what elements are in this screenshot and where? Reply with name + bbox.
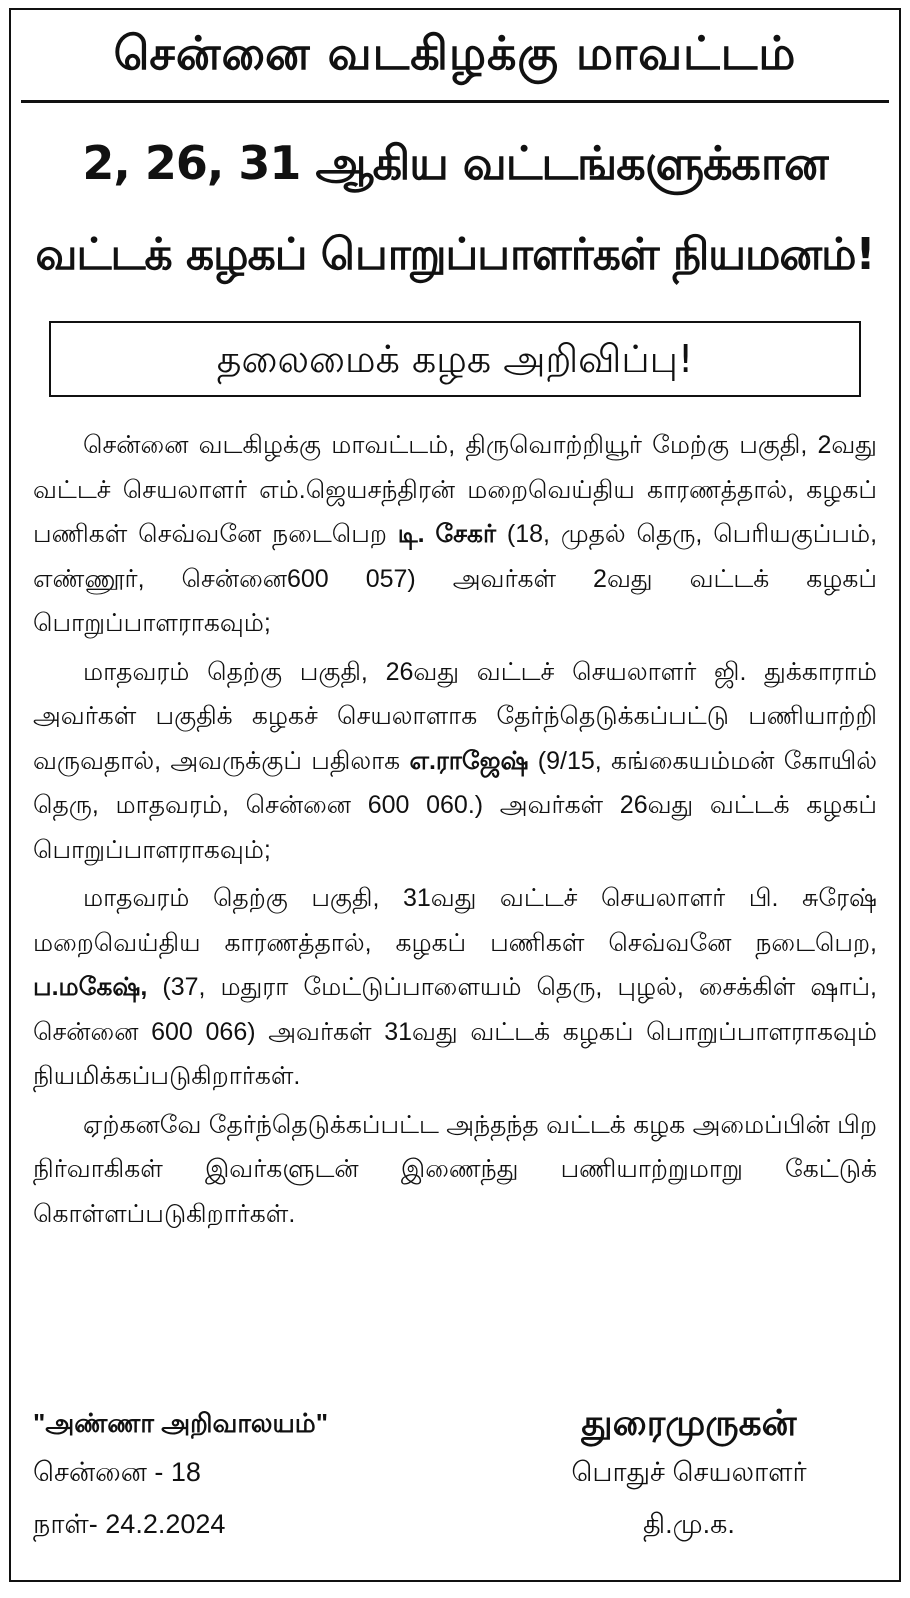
district-heading: சென்னை வடகிழக்கு மாவட்டம் <box>113 26 797 80</box>
venue-name: "அண்ணா அறிவாலயம்" <box>33 1408 329 1438</box>
signatory-name: துரைமுருகன் <box>581 1402 797 1443</box>
city-line: சென்னை - 18 <box>33 1457 201 1487</box>
signatory-role: பொதுச் செயலாளர் <box>571 1457 807 1487</box>
paragraph-1-text: சென்னை வடகிழக்கு மாவட்டம், திருவொற்றியூர் மேற்கு பகுதி, 2வது வட்டச் செயலாளர் எம்.ஜெயசந்திரன் மறைவெய்திய காரணத்தால், கழகப் பணிகள் செவ்வனே நடைபெற <box>33 431 877 548</box>
notice-box-title: தலைமைக் கழக அறிவிப்பு! <box>49 321 861 397</box>
paragraph-1-address: (18, முதல் தெரு, பெரியகுப்பம், எண்ணூர், சென்னை600 057) அவர்கள் 2வது வட்டக் கழகப் பொறுப்பாளராகவும்; <box>33 520 878 637</box>
headline <box>11 117 899 301</box>
date-line: நாள்- 24.2.2024 <box>33 1509 226 1539</box>
divider-line <box>21 100 889 103</box>
footer-signature <box>509 1400 869 1550</box>
paragraph-4: ஏற்கனவே தேர்ந்தெடுக்கப்பட்ட அந்தந்த வட்டக் கழக அமைப்பின் பிற நிர்வாகிகள் இவர்களுடன் இணைந்து பணியாற்றுமாறு கேட்டுக் கொள்ளப்படுகிறார்கள். <box>33 1110 877 1228</box>
footer-left <box>33 1400 473 1550</box>
paragraph-1 <box>33 423 877 646</box>
paragraph-3 <box>33 876 877 1099</box>
paragraph-2 <box>33 650 877 873</box>
notice-body <box>33 423 877 1236</box>
appointee-name-1: டி. சேகர் <box>397 520 497 548</box>
headline-line-2: வட்டக் கழகப் பொறுப்பாளர்கள் நியமனம்! <box>35 229 875 280</box>
paragraph-3-text: மாதவரம் தெற்கு பகுதி, 31வது வட்டச் செயலாளர் பி. சுரேஷ் மறைவெய்திய காரணத்தால், கழகப் பணிகள் செவ்வனே நடைபெற, <box>33 884 877 957</box>
headline-line-1: 2, 26, 31 ஆகிய வட்டங்களுக்கான <box>82 136 828 190</box>
notice-footer <box>11 1400 899 1580</box>
paragraph-2-text: மாதவரம் தெற்கு பகுதி, 26வது வட்டச் செயலாளர் ஜி. துக்காராம் அவர்கள் பகுதிக் கழகச் செயலாளாக தேர்ந்தெடுக்கப்பட்டு பணியாற்றி வருவதால், அவருக்குப் பதிலாக <box>33 657 877 775</box>
paragraph-3-address: (37, மதுரா மேட்டுப்பாளையம் தெரு, புழல், சைக்கிள் ஷாப், சென்னை 600 066) அவர்கள் 31வது வட்டக் கழகப் பொறுப்பாளராகவும் நியமிக்கப்படுகிறார்கள். <box>33 973 877 1090</box>
appointee-name-2: எ.ராஜேஷ் <box>409 746 529 775</box>
notice-page <box>9 8 901 1582</box>
appointee-name-3: ப.மகேஷ், <box>33 973 148 1001</box>
party-name: தி.மு.க. <box>643 1509 735 1539</box>
paragraph-2-address: (9/15, கங்கையம்மன் கோயில் தெரு, மாதவரம், சென்னை 600 060.) அவர்கள் 26வது வட்டக் கழகப் பொறுப்பாளராகவும்; <box>33 746 877 864</box>
